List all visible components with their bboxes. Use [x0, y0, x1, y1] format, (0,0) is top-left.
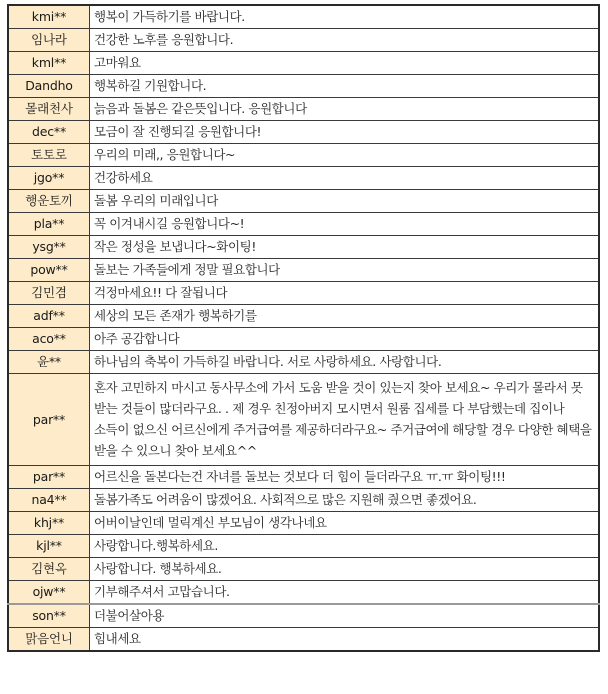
- commenter-name: ojw**: [8, 581, 90, 605]
- comment-row: [8, 29, 599, 52]
- comment-message: 세상의 모든 존재가 행복하기를: [90, 305, 600, 328]
- commenter-name: khj**: [8, 512, 90, 535]
- commenter-name: 임나라: [8, 29, 90, 52]
- comment-message: 작은 정성을 보냅니다~화이팅!: [90, 236, 600, 259]
- comment-row: [8, 466, 599, 489]
- comment-row: [8, 259, 599, 282]
- comment-row: [8, 535, 599, 558]
- commenter-name: Dandho: [8, 75, 90, 98]
- comment-row: [8, 52, 599, 75]
- commenter-name: aco**: [8, 328, 90, 351]
- comment-message: 어버이날인데 멀릭계신 부모님이 생각나네요: [90, 512, 600, 535]
- commenter-name: par**: [8, 466, 90, 489]
- comment-row-long: [8, 374, 599, 466]
- comment-message: 우리의 미래,, 응원합니다~: [90, 144, 600, 167]
- comment-message: 힘내세요: [90, 628, 600, 652]
- commenter-name: kjl**: [8, 535, 90, 558]
- commenter-name: 김민겸: [8, 282, 90, 305]
- comment-message: 돌봄 우리의 미래입니다: [90, 190, 600, 213]
- comment-message: 건강하세요: [90, 167, 600, 190]
- comment-row: [8, 305, 599, 328]
- comment-row: [8, 190, 599, 213]
- comment-message: 늙음과 돌봄은 같은뜻입니다. 응원합니다: [90, 98, 600, 121]
- comment-row: [8, 581, 599, 605]
- comment-message: 돌봄가족도 어려움이 많겠어요. 사회적으로 많은 지원해 줬으면 좋겠어요.: [90, 489, 600, 512]
- commenter-name: 맑음언니: [8, 628, 90, 652]
- comment-message: 행복이 가득하기를 바랍니다.: [90, 5, 600, 29]
- commenter-name: son**: [8, 604, 90, 628]
- comment-row: [8, 604, 599, 628]
- commenter-name: jgo**: [8, 167, 90, 190]
- commenter-name: 김현옥: [8, 558, 90, 581]
- comment-row: [8, 144, 599, 167]
- comment-message: 걱정마세요!! 다 잘됩니다: [90, 282, 600, 305]
- comment-message: 하나님의 축복이 가득하길 바랍니다. 서로 사랑하세요. 사랑합니다.: [90, 351, 600, 374]
- comment-row: [8, 75, 599, 98]
- commenter-name: 행운토끼: [8, 190, 90, 213]
- comment-row: [8, 121, 599, 144]
- commenter-name: 윤**: [8, 351, 90, 374]
- comment-message: 아주 공감합니다: [90, 328, 600, 351]
- commenter-name: ysg**: [8, 236, 90, 259]
- comment-row: [8, 98, 599, 121]
- commenter-name: kml**: [8, 52, 90, 75]
- commenter-name: adf**: [8, 305, 90, 328]
- comment-message: 모금이 잘 진행되길 응원합니다!: [90, 121, 600, 144]
- comment-row: [8, 328, 599, 351]
- comment-message: 더불어살아용: [90, 604, 600, 628]
- commenter-name: kmi**: [8, 5, 90, 29]
- comment-board-table: [7, 4, 600, 652]
- comment-message: 돌보는 가족들에게 정말 필요합니다: [90, 259, 600, 282]
- commenter-name: pow**: [8, 259, 90, 282]
- comment-row: [8, 236, 599, 259]
- comment-message: 행복하길 기원합니다.: [90, 75, 600, 98]
- comment-row: [8, 628, 599, 652]
- comment-message: 건강한 노후를 응원합니다.: [90, 29, 600, 52]
- commenter-name: na4**: [8, 489, 90, 512]
- commenter-name: dec**: [8, 121, 90, 144]
- comment-row: [8, 512, 599, 535]
- comment-message: 고마워요: [90, 52, 600, 75]
- comment-message: 혼자 고민하지 마시고 동사무소에 가서 도움 받을 것이 있는지 찾아 보세요~ 우리가 몰라서 못 받는 것들이 많더라구요. . 제 경우 친정아버지 모시면서 원룸 집세를 다 부담했는데 집이나 소득이 없으신 어르신에게 주거급여를 제공하더라구요~ 주거급여에 해당할 경우 다양한 혜택을 받을 수 있으니 찾아 보세요^^: [90, 374, 600, 466]
- comment-message: 꼭 이겨내시길 응원합니다~!: [90, 213, 600, 236]
- comment-row: [8, 213, 599, 236]
- comment-message: 사랑합니다. 행복하세요.: [90, 558, 600, 581]
- comment-row: [8, 558, 599, 581]
- comment-message: 어르신을 돌본다는건 자녀를 돌보는 것보다 더 힘이 들더라구요 ㅠ.ㅠ 화이팅!!!: [90, 466, 600, 489]
- commenter-name: par**: [8, 374, 90, 466]
- commenter-name: 토토로: [8, 144, 90, 167]
- comment-message: 기부해주셔서 고맙습니다.: [90, 581, 600, 605]
- commenter-name: pla**: [8, 213, 90, 236]
- comment-row: [8, 489, 599, 512]
- comment-row: [8, 282, 599, 305]
- comment-row: [8, 351, 599, 374]
- comment-message: 사랑합니다.행복하세요.: [90, 535, 600, 558]
- commenter-name: 몰래천사: [8, 98, 90, 121]
- comment-row: [8, 5, 599, 29]
- comment-row: [8, 167, 599, 190]
